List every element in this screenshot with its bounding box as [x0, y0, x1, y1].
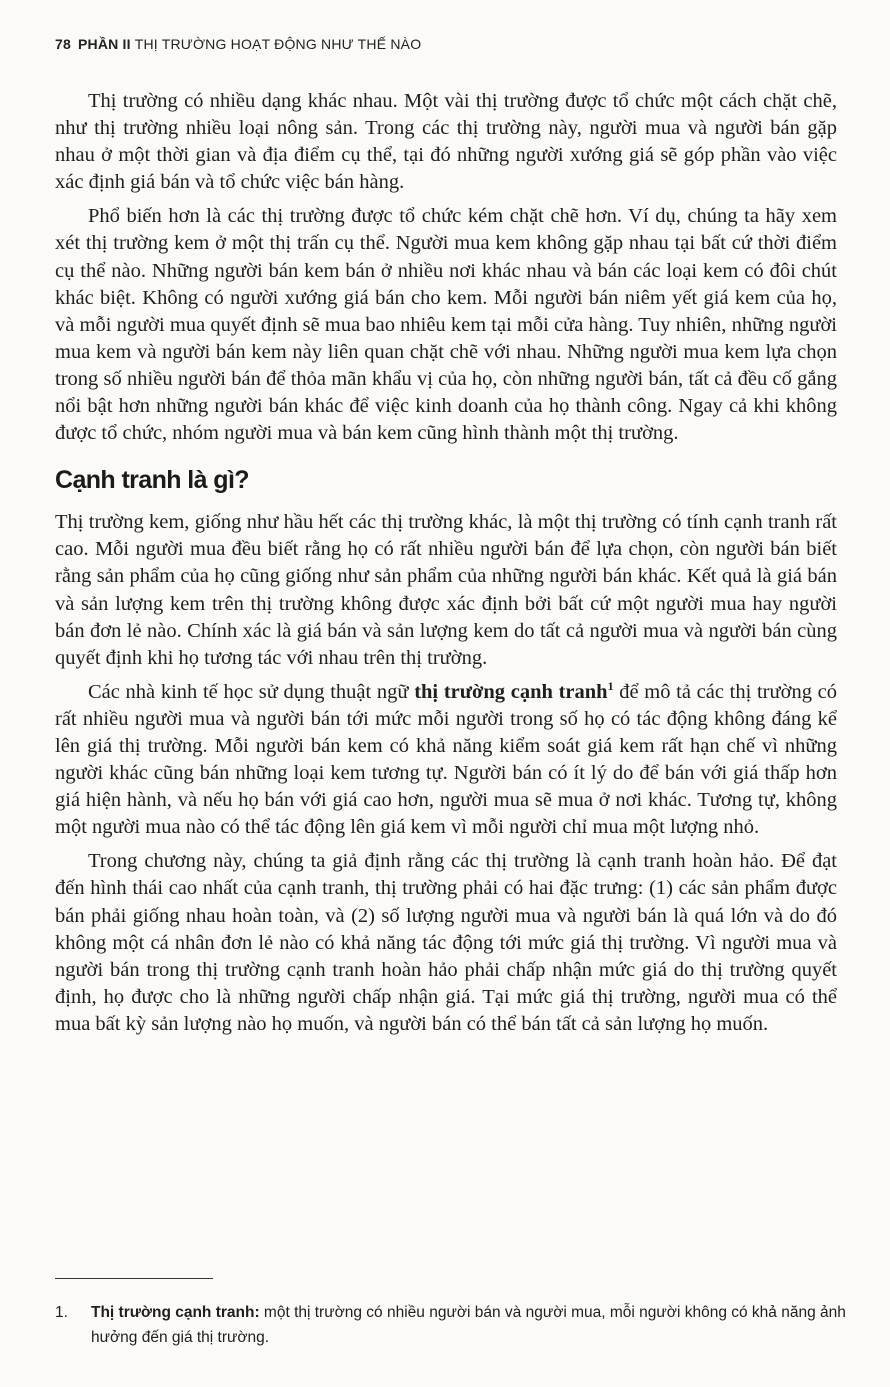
- footnote: [55, 1300, 855, 1350]
- paragraph-perfect-competition: Trong chương này, chúng ta giả định rằng các thị trường là cạnh tranh hoàn hảo. Để đạt đến hình thái cao nhất của cạnh tranh, thị trường phải có hai đặc trưng: (1) các sản phẩm được bán phải giống nhau hoàn toàn, và (2) số lượng người mua và người bán là quá lớn và do đó không một cá nhân đơn lẻ nào có khả năng tác động tới mức giá thị trường. Vì người mua và người bán trong thị trường cạnh tranh hoàn hảo phải chấp nhận mức giá do thị trường quyết định, họ được cho là những người chấp nhận giá. Tại mức giá thị trường, người mua có thể mua bất kỳ sản lượng nào họ muốn, và người bán có thể bán tất cả sản lượng họ muốn.: [55, 850, 837, 1035]
- page-number: 78: [55, 36, 71, 52]
- paragraph-markets-forms: Thị trường có nhiều dạng khác nhau. Một vài thị trường được tổ chức một cách chặt chẽ, như thị trường nhiều loại nông sản. Trong các thị trường này, người mua và người bán gặp nhau ở một thời gian và địa điểm cụ thể, tại đó những người xướng giá sẽ góp phần vào việc xác định giá bán và tổ chức việc bán hàng.: [55, 90, 837, 194]
- part-title: THỊ TRƯỜNG HOẠT ĐỘNG NHƯ THẾ NÀO: [134, 36, 422, 52]
- paragraph-competition: Thị trường kem, giống như hầu hết các thị trường khác, là một thị trường có tính cạnh tranh rất cao. Mỗi người mua đều biết rằng họ có rất nhiều người bán để lựa chọn, còn người bán biết rằng sản phẩm của họ cũng giống như sản phẩm của những người bán khác. Kết quả là giá bán và sản lượng kem trên thị trường không được xác định bởi bất cứ một người mua hay người bán đơn lẻ nào. Chính xác là giá bán và sản lượng kem do tất cả người mua và người bán cùng quyết định khi họ tương tác với nhau trên thị trường.: [55, 511, 837, 669]
- key-term: thị trường cạnh tranh: [414, 680, 608, 703]
- running-header: [55, 36, 421, 52]
- text-run: Các nhà kinh tế học sử dụng thuật ngữ: [88, 680, 415, 703]
- section-heading: Cạnh tranh là gì?: [55, 466, 249, 495]
- main-text: [55, 88, 837, 1038]
- part-label: PHẦN II: [77, 36, 131, 52]
- paragraph-ice-cream-market: Phổ biến hơn là các thị trường được tổ chức kém chặt chẽ hơn. Ví dụ, chúng ta hãy xem xét thị trường kem ở một thị trấn cụ thể. Người mua kem không gặp nhau tại bất cứ thời điểm cụ thể nào. Những người bán kem bán ở nhiều nơi khác nhau và bán các loại kem có đôi chút khác biệt. Không có người xướng giá bán cho kem. Mỗi người bán niêm yết giá kem của họ, và mỗi người mua quyết định sẽ mua bao nhiêu kem tại mỗi cửa hàng. Tuy nhiên, những người mua kem và người bán kem này liên quan chặt chẽ với nhau. Những người mua kem lựa chọn trong số nhiều người bán để thỏa mãn khẩu vị của họ, còn những người bán, tất cả đều cố gắng nổi bật hơn những người bán khác để việc kinh doanh của họ thành công. Ngay cả khi không được tổ chức, nhóm người mua và bán kem cũng hình thành một thị trường.: [55, 205, 837, 445]
- footnote-number: 1.: [55, 1304, 68, 1321]
- footnote-term: Thị trường cạnh tranh:: [91, 1304, 260, 1321]
- paragraph-competitive-market-definition: [55, 679, 837, 842]
- footnote-body: [91, 1300, 855, 1350]
- text-run: để mô tả các thị trường có rất nhiều người mua và người bán tới mức mỗi người trong số họ có tác động không đáng kể lên giá thị trường. Mỗi người bán kem có khả năng kiểm soát giá kem rất hạn chế vì những người khác cũng bán những loại kem tương tự. Người bán có ít lý do để bán với giá thấp hơn giá hiện hành, và nếu họ bán với giá cao hơn, người mua sẽ mua ở nơi khác. Tương tự, không một người mua nào có thể tác động lên giá kem vì mỗi người chỉ mua một lượng nhỏ.: [55, 680, 837, 839]
- footnote-reference[interactable]: 1: [607, 678, 614, 693]
- footnote-divider: [55, 1278, 213, 1279]
- footnote-text: một thị trường có nhiều người bán và người mua, mỗi người không có khả năng ảnh hưởng đến giá thị trường.: [91, 1304, 846, 1346]
